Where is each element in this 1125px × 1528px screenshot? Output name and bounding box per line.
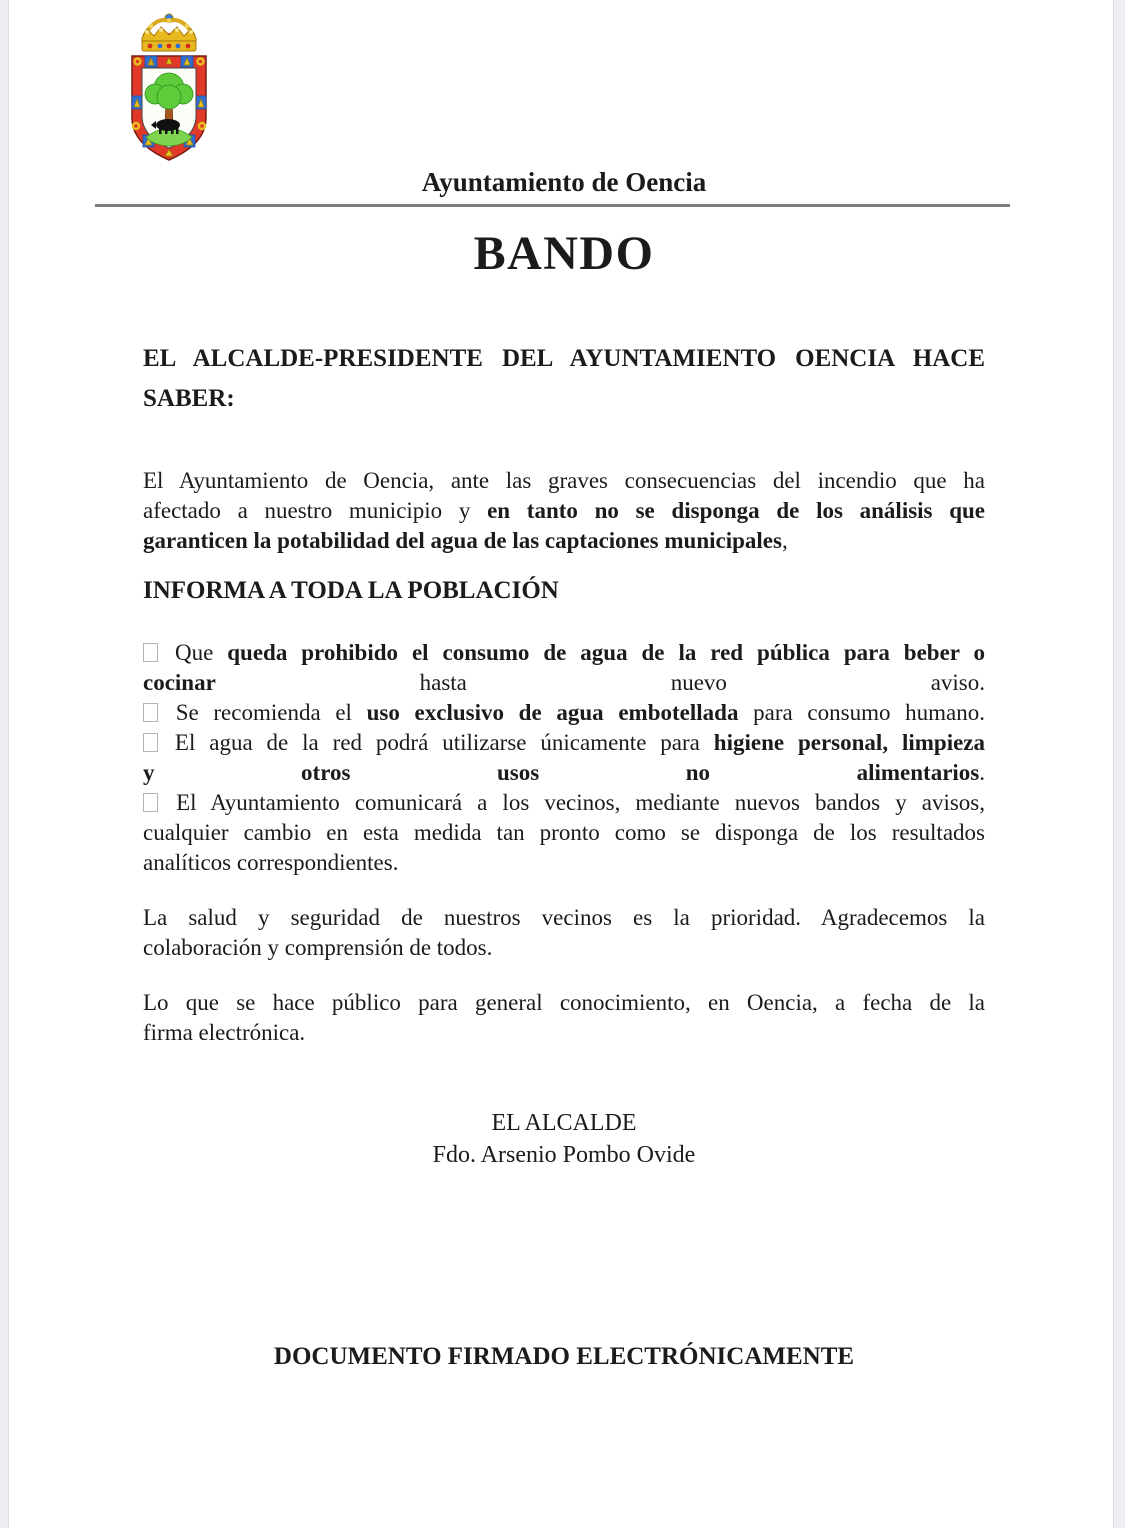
bullet-1-line-1	[143, 638, 985, 668]
proclamation-heading	[143, 339, 985, 419]
right-page-edge	[1113, 0, 1125, 1528]
publication-line-1: Lo que se hace público para general conocimiento, en Oencia, a fecha de la	[143, 990, 985, 1015]
electronic-signature-notice: DOCUMENTO FIRMADO ELECTRÓNICAMENTE	[273, 1343, 855, 1370]
intro-line-2-bold: en tanto no se disponga de los análisis que	[487, 498, 985, 523]
saber-line-2: SABER:	[143, 385, 235, 412]
intro-line-1: El Ayuntamiento de Oencia, ante las graves consecuencias del incendio que ha	[143, 468, 985, 493]
bullet-3-line-2	[143, 758, 985, 788]
health-line-2: colaboración y comprensión de todos.	[143, 935, 493, 960]
left-page-edge	[0, 0, 9, 1528]
publication-line-2: firma electrónica.	[143, 1020, 306, 1045]
bullet-1-line-2-regular: hasta nuevo aviso.	[419, 670, 986, 695]
signature-block	[143, 1107, 985, 1171]
signer-role: EL ALCALDE	[491, 1110, 637, 1136]
bullet-2-bold: uso exclusivo de agua embotellada	[366, 700, 739, 725]
intro-line-2	[143, 496, 985, 526]
bullet-2-regular: Se recomienda el	[175, 700, 352, 725]
bullet-3-line-2-period: .	[979, 760, 985, 785]
bullet-marker-icon	[143, 733, 158, 752]
bullet-list	[143, 638, 985, 878]
organization-name: Ayuntamiento de Oencia	[421, 167, 707, 197]
bullet-3-line-2-bold: y otros usos no alimentarios	[143, 760, 980, 785]
health-line-1: La salud y seguridad de nuestros vecinos es la prioridad. Agradecemos la	[143, 905, 985, 930]
publication-paragraph	[143, 988, 985, 1048]
bullet-1-regular: Que	[174, 640, 214, 665]
bullet-3-bold: higiene personal, limpieza	[713, 730, 986, 755]
coat-of-arms-icon	[127, 12, 211, 162]
bullet-marker-icon	[143, 703, 158, 722]
document-content	[143, 12, 985, 1372]
bullet-1-line-2	[143, 668, 985, 698]
bullet-2-regular-end: para consumo humano.	[753, 700, 985, 725]
bullet-4-line-2: cualquier cambio en esta medida tan pronto como se disponga de los resultados	[143, 820, 985, 845]
saber-line-1: EL ALCALDE-PRESIDENTE DEL AYUNTAMIENTO OENCIA HACE	[143, 345, 985, 372]
document-header	[143, 12, 985, 207]
bullet-4-line-1-text: El Ayuntamiento comunicará a los vecinos, mediante nuevos bandos y avisos,	[176, 790, 986, 815]
health-paragraph	[143, 903, 985, 963]
bullet-4-line-3: analíticos correspondientes.	[143, 850, 399, 875]
document-title: BANDO	[473, 227, 655, 280]
informa-heading: INFORMA A TODA LA POBLACIÓN	[143, 577, 559, 604]
bullet-3-regular: El agua de la red podrá utilizarse únicamente para	[174, 730, 700, 755]
intro-paragraph	[143, 466, 985, 556]
intro-line-2-regular: afectado a nuestro municipio y	[143, 498, 471, 523]
signer-name: Fdo. Arsenio Pombo Ovide	[432, 1142, 696, 1168]
intro-line-3-bold: garanticen la potabilidad del agua de las captaciones municipales	[143, 528, 782, 553]
bullet-marker-icon	[143, 793, 158, 812]
bullet-4-line-1	[143, 788, 985, 818]
bullet-2-line-1	[143, 698, 985, 728]
intro-line-3-comma: ,	[781, 528, 788, 553]
bullet-1-line-2-bold: cocinar	[143, 670, 216, 695]
bullet-3-line-1	[143, 728, 985, 758]
bullet-1-bold: queda prohibido el consumo de agua de la red pública para beber o	[227, 640, 986, 665]
header-divider	[95, 204, 1010, 207]
bullet-marker-icon	[143, 643, 158, 662]
intro-line-3	[143, 526, 985, 556]
